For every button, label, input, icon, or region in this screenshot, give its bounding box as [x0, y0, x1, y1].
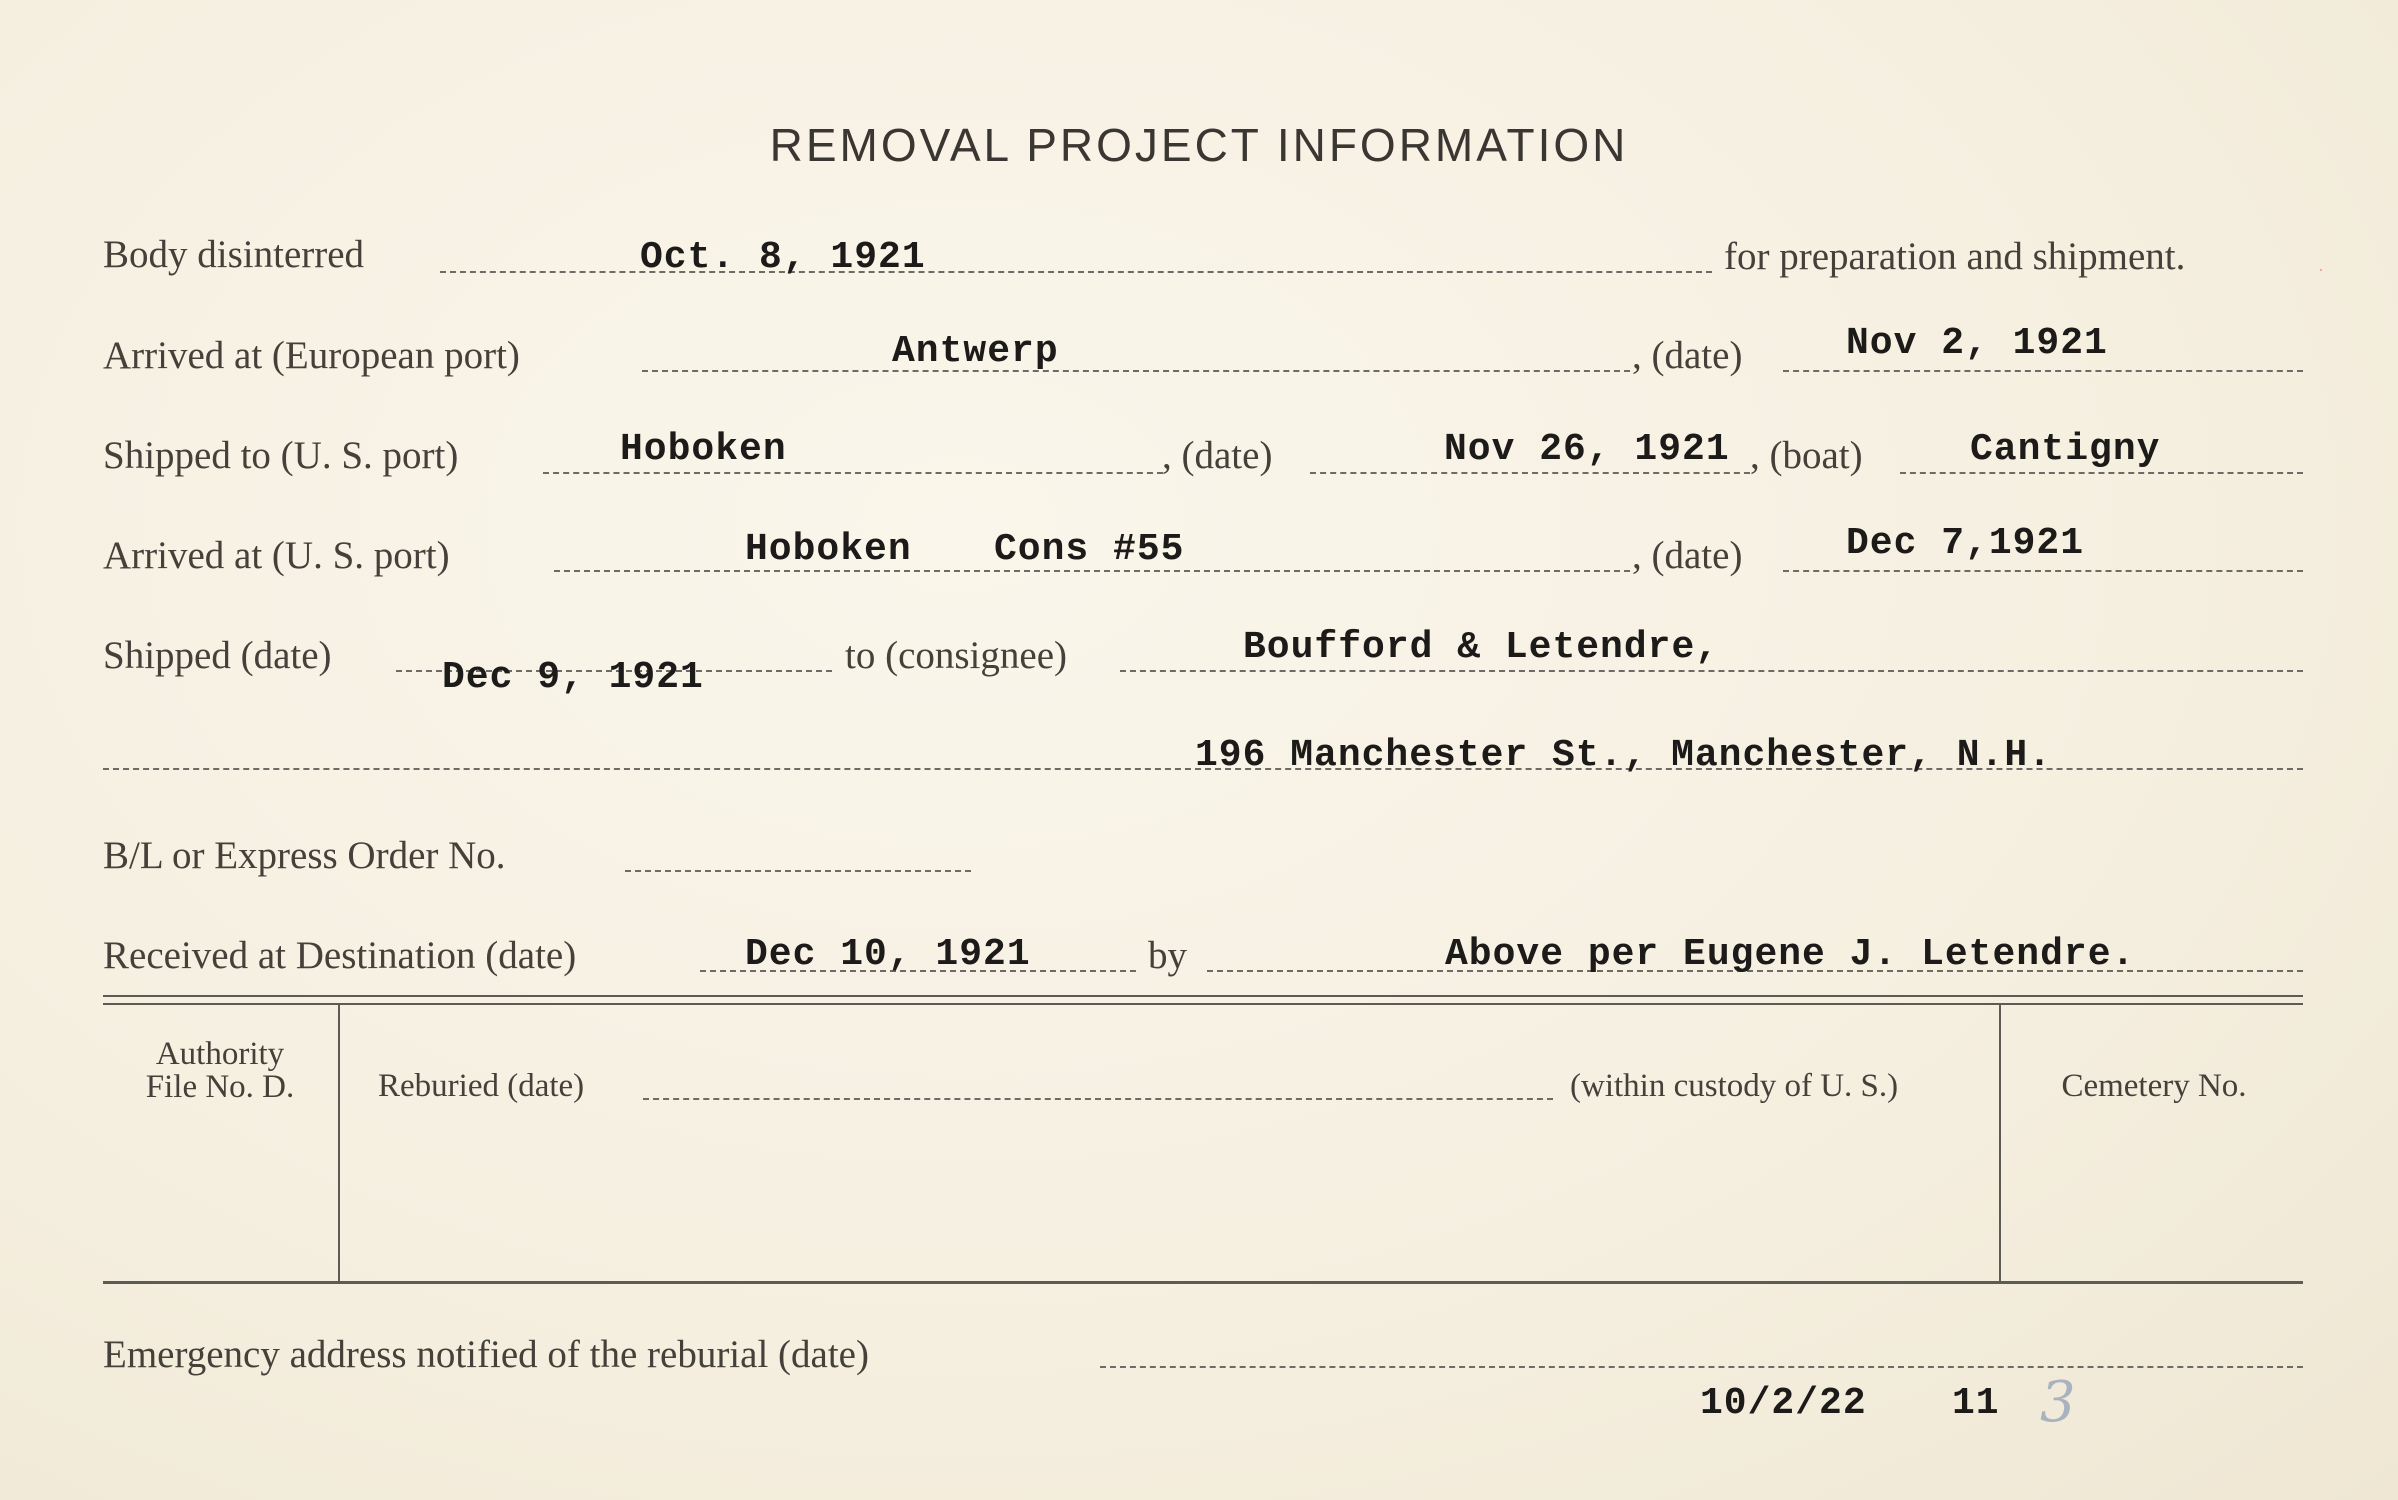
cemetery-label: Cemetery No. [2061, 1068, 2247, 1104]
reburied-line [643, 1098, 1553, 1100]
arrived-europe-label: Arrived at (European port) [103, 334, 520, 377]
shipped-us-port: Hoboken [620, 428, 787, 471]
received-by-label: by [1148, 934, 1187, 977]
card-title: REMOVAL PROJECT INFORMATION [769, 119, 1629, 171]
consignee-label: to (consignee) [845, 634, 1068, 677]
reburied-label: Reburied (date) [378, 1068, 585, 1104]
arrived-europe-date: Nov 2, 1921 [1846, 322, 2108, 365]
arrived-europe-line [642, 370, 1630, 372]
box-top-rule-1 [103, 995, 2303, 997]
bl-line [625, 870, 971, 872]
authority-label-1: Authority [155, 1036, 285, 1072]
shipped-us-boat-line [1900, 472, 2303, 474]
disinterred-label: Body disinterred [103, 233, 365, 276]
authority-label-2: File No. D. [145, 1069, 295, 1105]
consignee-address: 196 Manchester St., Manchester, N.H. [1195, 734, 2052, 777]
disinterred-value: Oct. 8, 1921 [640, 236, 926, 279]
bl-label: B/L or Express Order No. [103, 834, 506, 877]
shipped-date: Dec 9, 1921 [442, 656, 704, 699]
arrived-us-cons: Cons #55 [994, 528, 1185, 571]
arrived-europe-date-label: , (date) [1632, 334, 1743, 377]
box-bottom-rule [103, 1281, 2303, 1284]
arrived-us-date: Dec 7,1921 [1846, 522, 2085, 565]
received-label: Received at Destination (date) [103, 934, 577, 977]
arrived-us-date-label: , (date) [1632, 534, 1743, 577]
box-divider-left [338, 1005, 340, 1281]
disinterred-suffix: for preparation and shipment. [1724, 235, 2186, 278]
shipped-us-date-label: , (date) [1162, 434, 1273, 477]
consignee-value: Boufford & Letendre, [1243, 626, 1720, 669]
paper-speck: · [2318, 260, 2324, 280]
arrived-us-label: Arrived at (U. S. port) [103, 534, 450, 577]
pencil-initial: 3 [2040, 1370, 2076, 1435]
arrived-us-date-line [1783, 570, 2303, 572]
emergency-label: Emergency address notified of the reburial (date) [103, 1333, 869, 1376]
box-divider-right [1999, 1005, 2001, 1281]
emergency-line [1100, 1366, 2303, 1368]
shipped-us-date: Nov 26, 1921 [1444, 428, 1730, 471]
arrived-us-port: Hoboken [745, 528, 912, 571]
custody-label: (within custody of U. S.) [1570, 1068, 1899, 1104]
box-top-rule-2 [103, 1003, 2303, 1005]
shipped-us-boat: Cantigny [1970, 428, 2161, 471]
shipped-us-label: Shipped to (U. S. port) [103, 434, 459, 477]
emergency-code: 11 [1952, 1382, 2000, 1425]
arrived-europe-port: Antwerp [892, 330, 1059, 373]
received-by: Above per Eugene J. Letendre. [1445, 933, 2136, 976]
arrived-europe-date-line [1783, 370, 2303, 372]
shipped-us-boat-label: , (boat) [1750, 434, 1863, 477]
disinterred-line [440, 271, 1712, 273]
received-date: Dec 10, 1921 [745, 933, 1031, 976]
shipped-us-line [543, 472, 1163, 474]
shipped-us-date-line [1310, 472, 1750, 474]
emergency-date: 10/2/22 [1700, 1382, 1867, 1425]
shipped-date-label: Shipped (date) [103, 634, 332, 677]
consignee-line [1120, 670, 2303, 672]
